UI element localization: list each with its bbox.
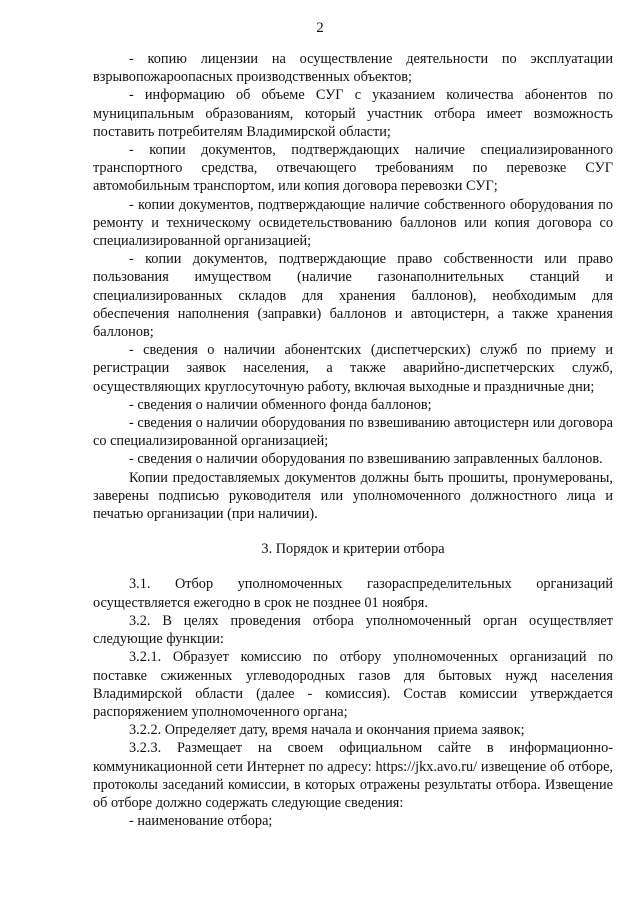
list-item-tanker-weighing: - сведения о наличии оборудования по взвешиванию автоцистерн или договора со специализированной организацией; [93, 415, 613, 450]
list-item-transport: - копии документов, подтверждающих наличие специализированного транспортного средства, отвечающего требованиям по перевозке СУГ автомобильным транспортом, или копия договора перевозки СУГ; [93, 142, 613, 195]
paragraph-copies-requirements: Копии предоставляемых документов должны быть прошиты, пронумерованы, заверены подписью руководителя или уполномоченного должностного лица и печатью организации (при наличии). [93, 469, 613, 523]
page-number: 2 [316, 20, 324, 36]
list-item-cylinder-weighing: - сведения о наличии оборудования по взвешиванию заправленных баллонов. [129, 451, 603, 468]
clause-3-2-2: 3.2.2. Определяет дату, время начала и окончания приема заявок; [129, 722, 525, 739]
section-heading: 3. Порядок и критерии отбора [261, 541, 445, 558]
document-body [93, 50, 613, 830]
list-item-dispatch-services: - сведения о наличии абонентских (диспетчерских) служб по приему и регистрации заявок населения, а также аварийно-диспетчерских служб, осуществляющих круглосуточную работу, включая выходные и праздничные дни; [93, 342, 613, 395]
list-item-exchange-fund: - сведения о наличии обменного фонда баллонов; [129, 396, 432, 413]
list-item-repair-equipment: - копии документов, подтверждающие наличие собственного оборудования по ремонту и техническому освидетельствованию баллонов или копия договора со специализированной организацией; [93, 196, 613, 250]
clause-3-2: 3.2. В целях проведения отбора уполномоченный орган осуществляет следующие функции: [93, 612, 613, 648]
clause-3-1: 3.1. Отбор уполномоченных газораспределительных организаций осуществляется ежегодно в срок не позднее 01 ноября. [93, 576, 613, 611]
list-item-gas-volume: - информацию об объеме СУГ с указанием количества абонентов по муниципальным образованиям, который участник отбора имеет возможность поставить потребителям Владимирской области; [93, 87, 613, 140]
list-item-property-rights: - копии документов, подтверждающие право собственности или право пользования имуществом (наличие газонаполнительных станций и специализированных складов для хранения баллонов), необходимым для обеспечения наполнения (заправки) баллонов и автоцистерн, а также хранения баллонов; [93, 251, 613, 341]
list-item-license: - копию лицензии на осуществление деятельности по эксплуатации взрывопожароопасных производственных объектов; [93, 51, 613, 86]
clause-3-2-3: 3.2.3. Размещает на своем официальном сайте в информационно-коммуникационной сети Интернет по адресу: https://jkx.avo.ru/ извещение об отборе, протоколы заседаний комиссии, в которых отражены результаты отбора. Извещение об отборе должно содержать следующие сведения: [93, 740, 613, 811]
clause-3-2-1: 3.2.1. Образует комиссию по отбору уполномоченных организаций по поставке сжиженных углеводородных газов для бытовых нужд населения Владимирской области (далее - комиссия). Состав комиссии утверждается распоряжением уполномоченного органа; [93, 649, 613, 720]
list-item-selection-name: - наименование отбора; [129, 813, 273, 830]
